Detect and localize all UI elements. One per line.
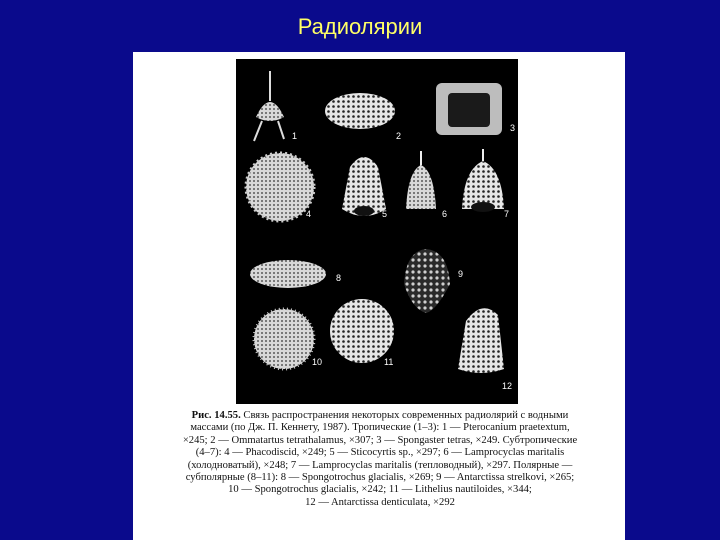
specimen-8 [250, 260, 326, 288]
plate-label-1: 1 [292, 131, 298, 141]
specimen-6 [406, 151, 436, 209]
caption-line: (4–7): 4 — Phacodiscid, ×249; 5 — Sticocyrtis sp., ×297; 6 — Lamprocyclas maritalis [195, 447, 565, 459]
plate-label-6: 6 [442, 209, 448, 219]
caption-line: 10 — Spongotrochus glacialis, ×242; 11 — Lithelius nautiloides, ×344; [228, 484, 532, 496]
caption-line [149, 410, 611, 422]
specimen-12 [458, 308, 504, 373]
specimen-7 [462, 149, 504, 212]
figure-caption [149, 410, 611, 509]
textbook-page [133, 52, 625, 540]
plate-label-2: 2 [396, 131, 402, 141]
caption-line: ×245; 2 — Ommatartus tetrathalamus, ×307; 3 — Spongaster tetras, ×249. Субтропические [182, 434, 578, 446]
specimen-2 [325, 93, 395, 129]
caption-line-text: Связь распространения некоторых современных радиолярий с водными [243, 410, 569, 421]
caption-fig-label: Рис. 14.55. [191, 410, 241, 421]
plate-label-11: 11 [384, 357, 394, 367]
specimen-4 [246, 153, 314, 221]
specimen-11 [330, 299, 394, 363]
plate-label-9: 9 [458, 269, 464, 279]
caption-line: массами (по Дж. П. Кеннету, 1987). Тропические (1–3): 1 — Pterocanium praetextum, [190, 422, 570, 434]
plate-label-4: 4 [306, 209, 312, 219]
plate-label-10: 10 [312, 357, 323, 367]
plate-label-3: 3 [510, 123, 516, 133]
radiolaria-plate [236, 59, 518, 404]
caption-line: субполярные (8–11): 8 — Spongotrochus glacialis, ×269; 9 — Antarctissa strelkovi, ×265; [185, 472, 575, 484]
caption-line: (холодноватый), ×248; 7 — Lamprocyclas maritalis (тепловодный), ×297. Полярные — [187, 459, 573, 471]
slide-title: Радиолярии [297, 14, 423, 39]
plate-label-7: 7 [504, 209, 510, 219]
plate-label-5: 5 [382, 209, 388, 219]
plate-label-8: 8 [336, 273, 342, 283]
specimen-10 [254, 309, 314, 369]
specimen-1 [254, 71, 284, 141]
specimen-9 [404, 249, 450, 313]
caption-line: 12 — Antarctissa denticulata, ×292 [305, 496, 455, 508]
plate-label-12: 12 [502, 381, 513, 391]
